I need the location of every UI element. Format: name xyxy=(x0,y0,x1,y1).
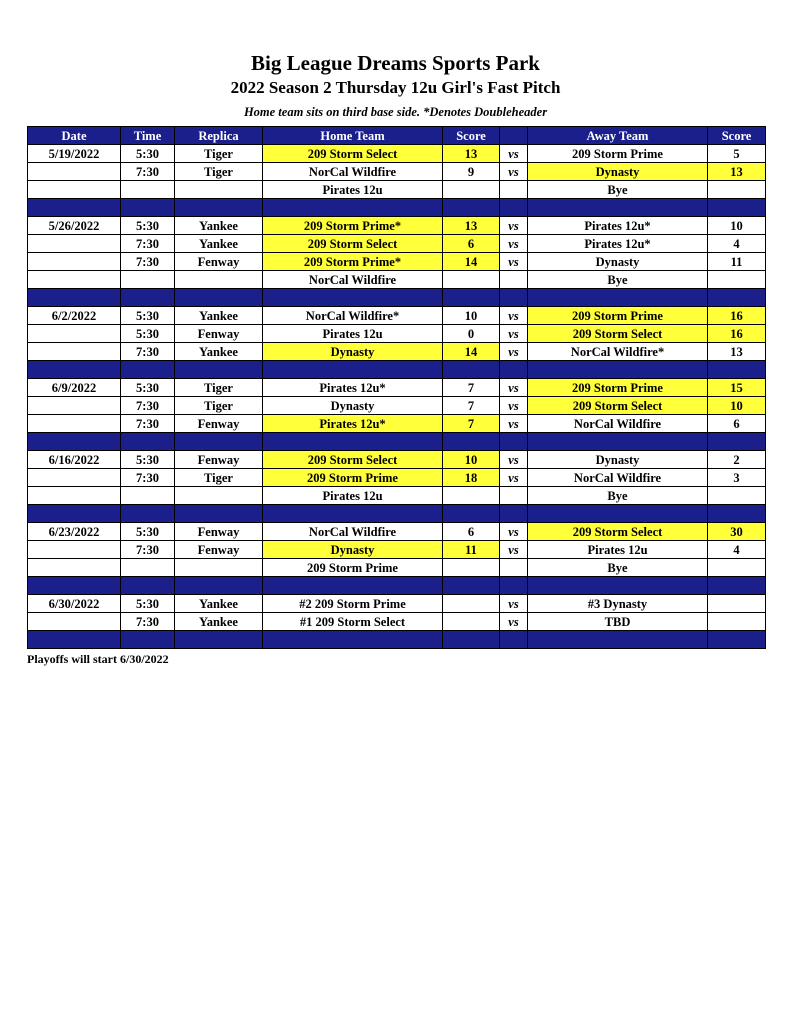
cell-home-score: 11 xyxy=(443,541,500,559)
cell-time: 7:30 xyxy=(121,415,175,433)
cell-replica: Yankee xyxy=(175,235,263,253)
cell-home-team: NorCal Wildfire xyxy=(263,523,443,541)
cell-home-score: 6 xyxy=(443,235,500,253)
cell-home-score: 14 xyxy=(443,343,500,361)
cell-time xyxy=(121,559,175,577)
cell-replica: Fenway xyxy=(175,523,263,541)
cell-away-score xyxy=(708,271,766,289)
separator-cell xyxy=(28,631,121,649)
separator-row xyxy=(28,577,766,595)
cell-home-score xyxy=(443,613,500,631)
cell-away-score: 15 xyxy=(708,379,766,397)
separator-cell xyxy=(443,289,500,307)
cell-away-score: 6 xyxy=(708,415,766,433)
cell-vs xyxy=(500,271,528,289)
separator-row xyxy=(28,199,766,217)
header-home-score: Score xyxy=(443,127,500,145)
cell-vs: vs xyxy=(500,217,528,235)
cell-home-team: Pirates 12u xyxy=(263,487,443,505)
cell-home-score xyxy=(443,559,500,577)
cell-home-score: 14 xyxy=(443,253,500,271)
table-row xyxy=(28,253,766,271)
cell-away-team: Pirates 12u* xyxy=(528,235,708,253)
cell-vs: vs xyxy=(500,379,528,397)
cell-away-score: 13 xyxy=(708,163,766,181)
table-row xyxy=(28,541,766,559)
cell-home-team: Pirates 12u xyxy=(263,181,443,199)
cell-away-score: 16 xyxy=(708,325,766,343)
cell-replica xyxy=(175,559,263,577)
cell-home-score xyxy=(443,595,500,613)
cell-away-team: Bye xyxy=(528,559,708,577)
cell-replica: Fenway xyxy=(175,325,263,343)
cell-vs: vs xyxy=(500,541,528,559)
table-row xyxy=(28,145,766,163)
cell-home-team: NorCal Wildfire* xyxy=(263,307,443,325)
cell-home-score: 7 xyxy=(443,415,500,433)
cell-away-team: 209 Storm Select xyxy=(528,397,708,415)
cell-away-team: Pirates 12u* xyxy=(528,217,708,235)
separator-cell xyxy=(443,199,500,217)
cell-vs xyxy=(500,181,528,199)
cell-home-team: Dynasty xyxy=(263,541,443,559)
separator-cell xyxy=(28,289,121,307)
separator-cell xyxy=(500,505,528,523)
cell-away-score: 10 xyxy=(708,397,766,415)
table-row xyxy=(28,595,766,613)
cell-time: 5:30 xyxy=(121,307,175,325)
header-away-team: Away Team xyxy=(528,127,708,145)
cell-away-team: 209 Storm Prime xyxy=(528,379,708,397)
cell-away-team: Pirates 12u xyxy=(528,541,708,559)
cell-home-team: 209 Storm Prime* xyxy=(263,217,443,235)
cell-replica: Yankee xyxy=(175,595,263,613)
cell-home-team: NorCal Wildfire xyxy=(263,163,443,181)
separator-cell xyxy=(500,199,528,217)
cell-date xyxy=(28,559,121,577)
cell-home-team: 209 Storm Select xyxy=(263,235,443,253)
separator-cell xyxy=(263,577,443,595)
cell-away-team: NorCal Wildfire* xyxy=(528,343,708,361)
cell-home-score: 7 xyxy=(443,379,500,397)
separator-cell xyxy=(500,433,528,451)
cell-home-team: 209 Storm Select xyxy=(263,451,443,469)
cell-home-team: #1 209 Storm Select xyxy=(263,613,443,631)
cell-date xyxy=(28,613,121,631)
separator-cell xyxy=(28,577,121,595)
separator-cell xyxy=(528,631,708,649)
cell-home-team: Dynasty xyxy=(263,397,443,415)
cell-home-team: 209 Storm Prime xyxy=(263,559,443,577)
page-subtitle: 2022 Season 2 Thursday 12u Girl's Fast Pitch xyxy=(230,78,561,97)
cell-away-score: 16 xyxy=(708,307,766,325)
cell-time: 5:30 xyxy=(121,325,175,343)
table-row xyxy=(28,307,766,325)
cell-home-score: 10 xyxy=(443,307,500,325)
cell-away-team: 209 Storm Select xyxy=(528,523,708,541)
cell-date xyxy=(28,541,121,559)
cell-replica: Tiger xyxy=(175,145,263,163)
cell-time: 5:30 xyxy=(121,595,175,613)
cell-home-score xyxy=(443,487,500,505)
cell-replica: Tiger xyxy=(175,163,263,181)
separator-cell xyxy=(528,577,708,595)
separator-cell xyxy=(175,199,263,217)
separator-cell xyxy=(175,289,263,307)
cell-date xyxy=(28,325,121,343)
cell-away-team: Bye xyxy=(528,487,708,505)
cell-home-score xyxy=(443,271,500,289)
cell-date xyxy=(28,163,121,181)
cell-date xyxy=(28,415,121,433)
cell-away-team: NorCal Wildfire xyxy=(528,469,708,487)
cell-date xyxy=(28,271,121,289)
cell-home-score: 13 xyxy=(443,145,500,163)
header-replica: Replica xyxy=(175,127,263,145)
cell-time: 5:30 xyxy=(121,217,175,235)
cell-home-score: 9 xyxy=(443,163,500,181)
cell-replica: Tiger xyxy=(175,379,263,397)
cell-home-score: 10 xyxy=(443,451,500,469)
cell-away-score xyxy=(708,559,766,577)
cell-away-score: 11 xyxy=(708,253,766,271)
separator-cell xyxy=(500,361,528,379)
cell-replica: Fenway xyxy=(175,451,263,469)
cell-date xyxy=(28,397,121,415)
table-row xyxy=(28,487,766,505)
separator-cell xyxy=(528,199,708,217)
separator-cell xyxy=(175,577,263,595)
cell-home-team: 209 Storm Prime xyxy=(263,469,443,487)
cell-away-score: 30 xyxy=(708,523,766,541)
separator-cell xyxy=(263,433,443,451)
cell-home-team: 209 Storm Select xyxy=(263,145,443,163)
separator-cell xyxy=(708,361,766,379)
separator-cell xyxy=(263,361,443,379)
table-row xyxy=(28,343,766,361)
separator-cell xyxy=(121,433,175,451)
cell-away-score xyxy=(708,595,766,613)
separator-cell xyxy=(443,631,500,649)
cell-vs: vs xyxy=(500,343,528,361)
cell-vs xyxy=(500,559,528,577)
separator-cell xyxy=(175,505,263,523)
cell-home-team: Pirates 12u* xyxy=(263,379,443,397)
cell-time: 5:30 xyxy=(121,379,175,397)
cell-date xyxy=(28,181,121,199)
table-row xyxy=(28,397,766,415)
cell-away-team: Dynasty xyxy=(528,163,708,181)
cell-date xyxy=(28,487,121,505)
separator-cell xyxy=(708,433,766,451)
cell-date: 6/16/2022 xyxy=(28,451,121,469)
cell-time: 5:30 xyxy=(121,451,175,469)
separator-cell xyxy=(28,199,121,217)
cell-away-team: 209 Storm Select xyxy=(528,325,708,343)
table-row xyxy=(28,271,766,289)
separator-cell xyxy=(263,199,443,217)
separator-cell xyxy=(28,361,121,379)
separator-cell xyxy=(708,505,766,523)
separator-cell xyxy=(443,433,500,451)
cell-replica xyxy=(175,487,263,505)
separator-cell xyxy=(121,577,175,595)
cell-date: 6/9/2022 xyxy=(28,379,121,397)
footer-note: Playoffs will start 6/30/2022 xyxy=(27,652,169,666)
cell-replica: Yankee xyxy=(175,217,263,235)
cell-away-score: 13 xyxy=(708,343,766,361)
cell-away-score: 4 xyxy=(708,235,766,253)
header-away-score: Score xyxy=(708,127,766,145)
separator-row xyxy=(28,433,766,451)
cell-away-score: 3 xyxy=(708,469,766,487)
separator-cell xyxy=(263,631,443,649)
separator-cell xyxy=(528,433,708,451)
cell-date: 5/26/2022 xyxy=(28,217,121,235)
cell-replica xyxy=(175,181,263,199)
separator-cell xyxy=(443,505,500,523)
cell-away-team: 209 Storm Prime xyxy=(528,307,708,325)
separator-cell xyxy=(175,631,263,649)
separator-cell xyxy=(28,433,121,451)
table-row xyxy=(28,235,766,253)
cell-home-score: 18 xyxy=(443,469,500,487)
header-vs xyxy=(500,127,528,145)
cell-away-score: 4 xyxy=(708,541,766,559)
cell-away-team: Bye xyxy=(528,181,708,199)
separator-cell xyxy=(121,505,175,523)
table-row xyxy=(28,469,766,487)
cell-date xyxy=(28,343,121,361)
cell-home-team: NorCal Wildfire xyxy=(263,271,443,289)
cell-away-score: 5 xyxy=(708,145,766,163)
separator-cell xyxy=(121,631,175,649)
cell-time: 5:30 xyxy=(121,523,175,541)
cell-replica: Fenway xyxy=(175,541,263,559)
separator-cell xyxy=(121,199,175,217)
schedule-note: Home team sits on third base side. *Denotes Doubleheader xyxy=(243,105,548,119)
cell-away-team: Dynasty xyxy=(528,253,708,271)
separator-row xyxy=(28,505,766,523)
table-row xyxy=(28,415,766,433)
cell-date xyxy=(28,469,121,487)
schedule-body xyxy=(28,145,766,649)
cell-time xyxy=(121,487,175,505)
cell-home-team: Pirates 12u* xyxy=(263,415,443,433)
separator-cell xyxy=(500,289,528,307)
cell-home-score: 6 xyxy=(443,523,500,541)
cell-home-team: Pirates 12u xyxy=(263,325,443,343)
cell-away-team: 209 Storm Prime xyxy=(528,145,708,163)
header-date: Date xyxy=(28,127,121,145)
separator-cell xyxy=(708,289,766,307)
cell-time: 7:30 xyxy=(121,613,175,631)
separator-cell xyxy=(28,505,121,523)
cell-vs: vs xyxy=(500,307,528,325)
cell-vs: vs xyxy=(500,325,528,343)
cell-time xyxy=(121,181,175,199)
cell-home-score: 13 xyxy=(443,217,500,235)
cell-away-score xyxy=(708,613,766,631)
separator-cell xyxy=(500,577,528,595)
cell-replica: Tiger xyxy=(175,469,263,487)
cell-home-score: 0 xyxy=(443,325,500,343)
separator-cell xyxy=(443,361,500,379)
cell-vs: vs xyxy=(500,163,528,181)
separator-cell xyxy=(443,577,500,595)
cell-replica: Yankee xyxy=(175,307,263,325)
cell-vs: vs xyxy=(500,145,528,163)
cell-away-team: NorCal Wildfire xyxy=(528,415,708,433)
header-home-team: Home Team xyxy=(263,127,443,145)
cell-replica xyxy=(175,271,263,289)
cell-away-score: 10 xyxy=(708,217,766,235)
cell-time: 5:30 xyxy=(121,145,175,163)
page-title: Big League Dreams Sports Park xyxy=(251,51,540,75)
table-row xyxy=(28,217,766,235)
table-row xyxy=(28,559,766,577)
separator-cell xyxy=(500,631,528,649)
cell-vs: vs xyxy=(500,469,528,487)
separator-cell xyxy=(175,433,263,451)
cell-away-team: #3 Dynasty xyxy=(528,595,708,613)
cell-replica: Yankee xyxy=(175,343,263,361)
table-row xyxy=(28,451,766,469)
separator-cell xyxy=(175,361,263,379)
cell-date: 6/23/2022 xyxy=(28,523,121,541)
separator-cell xyxy=(528,289,708,307)
header-time: Time xyxy=(121,127,175,145)
cell-home-team: #2 209 Storm Prime xyxy=(263,595,443,613)
cell-away-score xyxy=(708,181,766,199)
table-row xyxy=(28,379,766,397)
table-row xyxy=(28,181,766,199)
separator-row xyxy=(28,631,766,649)
cell-date: 5/19/2022 xyxy=(28,145,121,163)
table-row xyxy=(28,163,766,181)
cell-home-team: Dynasty xyxy=(263,343,443,361)
separator-row xyxy=(28,289,766,307)
cell-time xyxy=(121,271,175,289)
cell-replica: Fenway xyxy=(175,253,263,271)
cell-date xyxy=(28,235,121,253)
cell-replica: Yankee xyxy=(175,613,263,631)
separator-cell xyxy=(528,505,708,523)
cell-time: 7:30 xyxy=(121,163,175,181)
separator-cell xyxy=(708,199,766,217)
separator-cell xyxy=(708,577,766,595)
cell-time: 7:30 xyxy=(121,343,175,361)
separator-cell xyxy=(708,631,766,649)
table-row xyxy=(28,613,766,631)
separator-row xyxy=(28,361,766,379)
separator-cell xyxy=(528,361,708,379)
cell-vs: vs xyxy=(500,415,528,433)
cell-away-team: Bye xyxy=(528,271,708,289)
separator-cell xyxy=(263,505,443,523)
header-row xyxy=(28,127,766,145)
cell-time: 7:30 xyxy=(121,541,175,559)
cell-vs: vs xyxy=(500,235,528,253)
cell-time: 7:30 xyxy=(121,235,175,253)
cell-home-score xyxy=(443,181,500,199)
cell-replica: Fenway xyxy=(175,415,263,433)
cell-vs: vs xyxy=(500,523,528,541)
cell-replica: Tiger xyxy=(175,397,263,415)
cell-away-team: TBD xyxy=(528,613,708,631)
cell-away-team: Dynasty xyxy=(528,451,708,469)
schedule-table xyxy=(27,126,766,649)
cell-vs: vs xyxy=(500,253,528,271)
cell-date: 6/2/2022 xyxy=(28,307,121,325)
table-row xyxy=(28,325,766,343)
table-row xyxy=(28,523,766,541)
cell-home-team: 209 Storm Prime* xyxy=(263,253,443,271)
cell-time: 7:30 xyxy=(121,253,175,271)
cell-vs: vs xyxy=(500,613,528,631)
cell-vs: vs xyxy=(500,595,528,613)
separator-cell xyxy=(121,289,175,307)
cell-away-score: 2 xyxy=(708,451,766,469)
cell-vs: vs xyxy=(500,397,528,415)
cell-vs xyxy=(500,487,528,505)
separator-cell xyxy=(263,289,443,307)
cell-date xyxy=(28,253,121,271)
cell-away-score xyxy=(708,487,766,505)
cell-date: 6/30/2022 xyxy=(28,595,121,613)
cell-time: 7:30 xyxy=(121,397,175,415)
cell-time: 7:30 xyxy=(121,469,175,487)
cell-vs: vs xyxy=(500,451,528,469)
cell-home-score: 7 xyxy=(443,397,500,415)
separator-cell xyxy=(121,361,175,379)
